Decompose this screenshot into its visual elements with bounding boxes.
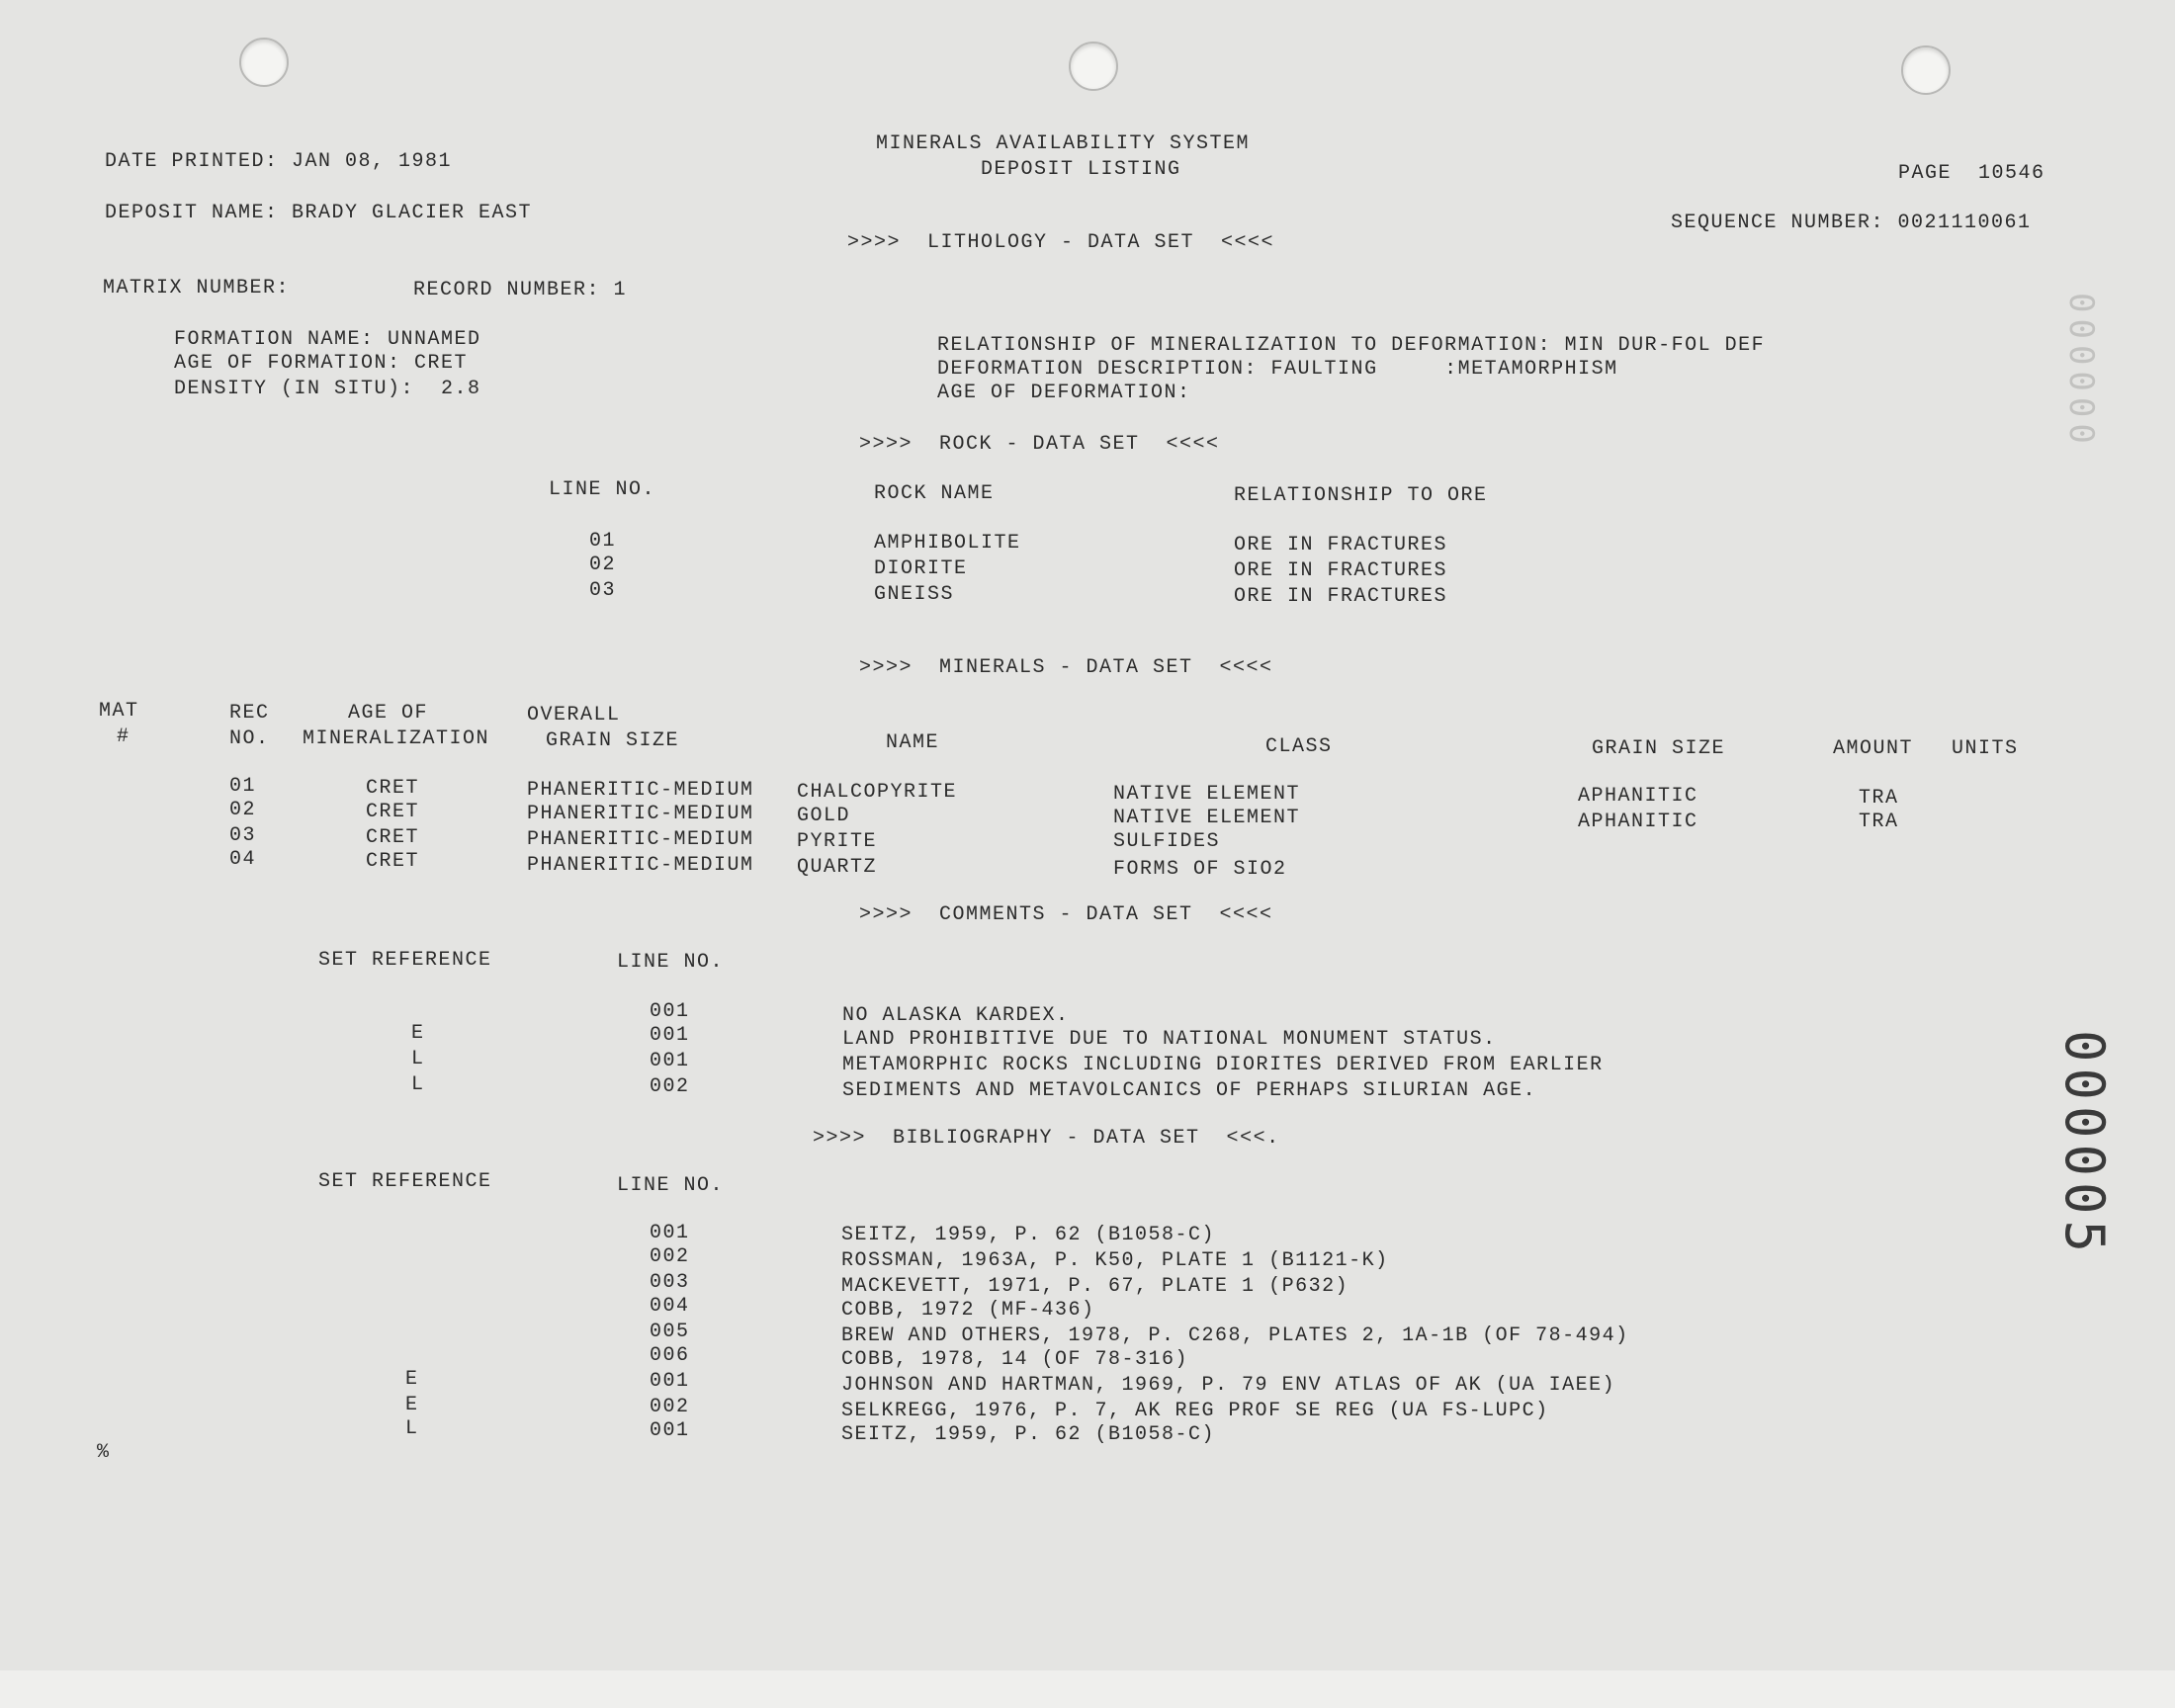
mineral-row-rec: 02 bbox=[229, 799, 257, 821]
rock-row-line: 01 bbox=[589, 530, 617, 553]
page-bottom-edge bbox=[0, 1670, 2175, 1708]
bibliography-row-text: ROSSMAN, 1963A, P. K50, PLATE 1 (B1121-K) bbox=[841, 1249, 1389, 1272]
sequence-number: SEQUENCE NUMBER: 0021110061 bbox=[1671, 212, 2032, 234]
deformation-description: DEFORMATION DESCRIPTION: FAULTING :METAMORPHISM bbox=[937, 358, 1618, 381]
lithology-heading: >>>> LITHOLOGY - DATA SET <<<< bbox=[847, 231, 1275, 254]
page-number: PAGE 10546 bbox=[1898, 162, 2045, 185]
bibliography-row-text: BREW AND OTHERS, 1978, P. C268, PLATES 2, 1A-1B (OF 78-494) bbox=[841, 1324, 1629, 1347]
rock-col-relationship: RELATIONSHIP TO ORE bbox=[1234, 484, 1488, 507]
binder-hole-left bbox=[239, 38, 289, 87]
bibliography-row-line: 005 bbox=[650, 1321, 690, 1343]
date-printed: DATE PRINTED: JAN 08, 1981 bbox=[105, 150, 453, 173]
rock-row-line: 02 bbox=[589, 554, 617, 576]
comments-col-set-reference: SET REFERENCE bbox=[318, 949, 492, 972]
record-number: RECORD NUMBER: 1 bbox=[413, 279, 628, 301]
minerals-col-amount: AMOUNT bbox=[1833, 737, 1914, 760]
rock-row-relationship: ORE IN FRACTURES bbox=[1234, 559, 1448, 582]
bibliography-row-ref: E bbox=[405, 1368, 419, 1391]
mineralization-relationship: RELATIONSHIP OF MINERALIZATION TO DEFORMATION: MIN DUR-FOL DEF bbox=[937, 334, 1766, 357]
comments-heading: >>>> COMMENTS - DATA SET <<<< bbox=[859, 903, 1273, 926]
listing-title: DEPOSIT LISTING bbox=[981, 158, 1181, 181]
minerals-col-rec: REC bbox=[229, 702, 270, 725]
minerals-col-overall: GRAIN SIZE bbox=[546, 729, 680, 752]
bibliography-row-line: 001 bbox=[650, 1370, 690, 1393]
comment-row-ref: E bbox=[411, 1022, 425, 1045]
comment-row-text: LAND PROHIBITIVE DUE TO NATIONAL MONUMENT STATUS. bbox=[842, 1028, 1497, 1051]
mineral-row-name: QUARTZ bbox=[797, 856, 878, 879]
bibliography-row-line: 001 bbox=[650, 1419, 690, 1442]
bibliography-col-line-no: LINE NO. bbox=[617, 1174, 725, 1197]
bibliography-row-text: MACKEVETT, 1971, P. 67, PLATE 1 (P632) bbox=[841, 1275, 1349, 1298]
bibliography-row-line: 004 bbox=[650, 1295, 690, 1318]
comment-row-line: 001 bbox=[650, 1024, 690, 1047]
mineral-row-amount: TRA bbox=[1859, 811, 1899, 833]
bibliography-row-text: COBB, 1972 (MF-436) bbox=[841, 1299, 1095, 1322]
minerals-col-rec: NO. bbox=[229, 727, 270, 750]
formation-name: FORMATION NAME: UNNAMED bbox=[174, 328, 481, 351]
minerals-col-age: AGE OF bbox=[348, 702, 429, 725]
minerals-col-age: MINERALIZATION bbox=[303, 727, 490, 750]
comment-row-line: 002 bbox=[650, 1075, 690, 1098]
minerals-col-name: NAME bbox=[886, 731, 940, 754]
bibliography-row-line: 002 bbox=[650, 1396, 690, 1418]
mineral-row-class: NATIVE ELEMENT bbox=[1113, 783, 1301, 806]
bibliography-row-line: 002 bbox=[650, 1245, 690, 1268]
mineral-row-rec: 01 bbox=[229, 775, 257, 798]
bibliography-row-text: JOHNSON AND HARTMAN, 1969, P. 79 ENV ATLAS OF AK (UA IAEE) bbox=[841, 1374, 1616, 1397]
comment-row-line: 001 bbox=[650, 1000, 690, 1023]
rock-row-name: DIORITE bbox=[874, 557, 968, 580]
footer-mark: % bbox=[97, 1441, 111, 1464]
age-of-formation: AGE OF FORMATION: CRET bbox=[174, 352, 469, 375]
comment-row-text: NO ALASKA KARDEX. bbox=[842, 1004, 1070, 1027]
rock-row-relationship: ORE IN FRACTURES bbox=[1234, 534, 1448, 556]
bibliography-row-text: SELKREGG, 1976, P. 7, AK REG PROF SE REG (UA FS-LUPC) bbox=[841, 1400, 1549, 1422]
age-of-deformation: AGE OF DEFORMATION: bbox=[937, 382, 1191, 404]
minerals-col-class: CLASS bbox=[1265, 735, 1333, 758]
bibliography-heading: >>>> BIBLIOGRAPHY - DATA SET <<<. bbox=[813, 1127, 1280, 1150]
mineral-row-grain: APHANITIC bbox=[1578, 811, 1698, 833]
mineral-row-class: NATIVE ELEMENT bbox=[1113, 807, 1301, 829]
bibliography-row-line: 003 bbox=[650, 1271, 690, 1294]
bibliography-row-line: 001 bbox=[650, 1222, 690, 1244]
mineral-row-name: PYRITE bbox=[797, 830, 878, 853]
bibliography-row-ref: E bbox=[405, 1394, 419, 1416]
bibliography-row-text: SEITZ, 1959, P. 62 (B1058-C) bbox=[841, 1423, 1216, 1446]
mineral-row-overall: PHANERITIC-MEDIUM bbox=[527, 803, 754, 825]
mineral-row-class: SULFIDES bbox=[1113, 830, 1221, 853]
mineral-row-overall: PHANERITIC-MEDIUM bbox=[527, 854, 754, 877]
mineral-row-overall: PHANERITIC-MEDIUM bbox=[527, 779, 754, 802]
minerals-col-units: UNITS bbox=[1952, 737, 2019, 760]
density: DENSITY (IN SITU): 2.8 bbox=[174, 378, 481, 400]
bibliography-row-text: COBB, 1978, 14 (OF 78-316) bbox=[841, 1348, 1189, 1371]
mineral-row-age: CRET bbox=[366, 850, 420, 873]
mineral-row-class: FORMS OF SIO2 bbox=[1113, 858, 1287, 881]
rock-col-line-no: LINE NO. bbox=[549, 478, 656, 501]
mineral-row-name: CHALCOPYRITE bbox=[797, 781, 958, 804]
minerals-col-overall: OVERALL bbox=[527, 704, 621, 726]
deposit-name: DEPOSIT NAME: BRADY GLACIER EAST bbox=[105, 202, 533, 224]
bibliography-col-set-reference: SET REFERENCE bbox=[318, 1170, 492, 1193]
stamp-number: 000005 bbox=[2053, 1030, 2116, 1259]
rock-row-name: GNEISS bbox=[874, 583, 955, 606]
mineral-row-rec: 03 bbox=[229, 824, 257, 847]
comments-col-line-no: LINE NO. bbox=[617, 951, 725, 974]
mineral-row-name: GOLD bbox=[797, 805, 851, 827]
mineral-row-age: CRET bbox=[366, 826, 420, 849]
comment-row-line: 001 bbox=[650, 1050, 690, 1072]
comment-row-text: METAMORPHIC ROCKS INCLUDING DIORITES DERIVED FROM EARLIER bbox=[842, 1054, 1604, 1076]
rock-col-name: ROCK NAME bbox=[874, 482, 995, 505]
bibliography-row-ref: L bbox=[405, 1417, 419, 1440]
minerals-col-grain-size: GRAIN SIZE bbox=[1592, 737, 1726, 760]
bibliography-row-line: 006 bbox=[650, 1344, 690, 1367]
minerals-col-mat: MAT bbox=[99, 700, 139, 723]
bibliography-row-text: SEITZ, 1959, P. 62 (B1058-C) bbox=[841, 1224, 1216, 1246]
rock-row-relationship: ORE IN FRACTURES bbox=[1234, 585, 1448, 608]
binder-hole-right bbox=[1901, 45, 1951, 95]
minerals-col-mat: # bbox=[117, 726, 130, 748]
binder-hole-center bbox=[1069, 42, 1118, 91]
mineral-row-overall: PHANERITIC-MEDIUM bbox=[527, 828, 754, 851]
mineral-row-age: CRET bbox=[366, 777, 420, 800]
mineral-row-grain: APHANITIC bbox=[1578, 785, 1698, 808]
comment-row-ref: L bbox=[411, 1048, 425, 1070]
mineral-row-rec: 04 bbox=[229, 848, 257, 871]
mineral-row-age: CRET bbox=[366, 801, 420, 823]
comment-row-ref: L bbox=[411, 1073, 425, 1096]
matrix-number: MATRIX NUMBER: bbox=[103, 277, 291, 299]
mineral-row-amount: TRA bbox=[1859, 787, 1899, 810]
rock-row-line: 03 bbox=[589, 579, 617, 602]
rock-heading: >>>> ROCK - DATA SET <<<< bbox=[859, 433, 1220, 456]
rock-row-name: AMPHIBOLITE bbox=[874, 532, 1021, 555]
faint-stamp-number: 000000 bbox=[2061, 293, 2101, 450]
minerals-heading: >>>> MINERALS - DATA SET <<<< bbox=[859, 656, 1273, 679]
comment-row-text: SEDIMENTS AND METAVOLCANICS OF PERHAPS SILURIAN AGE. bbox=[842, 1079, 1537, 1102]
system-title: MINERALS AVAILABILITY SYSTEM bbox=[876, 132, 1251, 155]
